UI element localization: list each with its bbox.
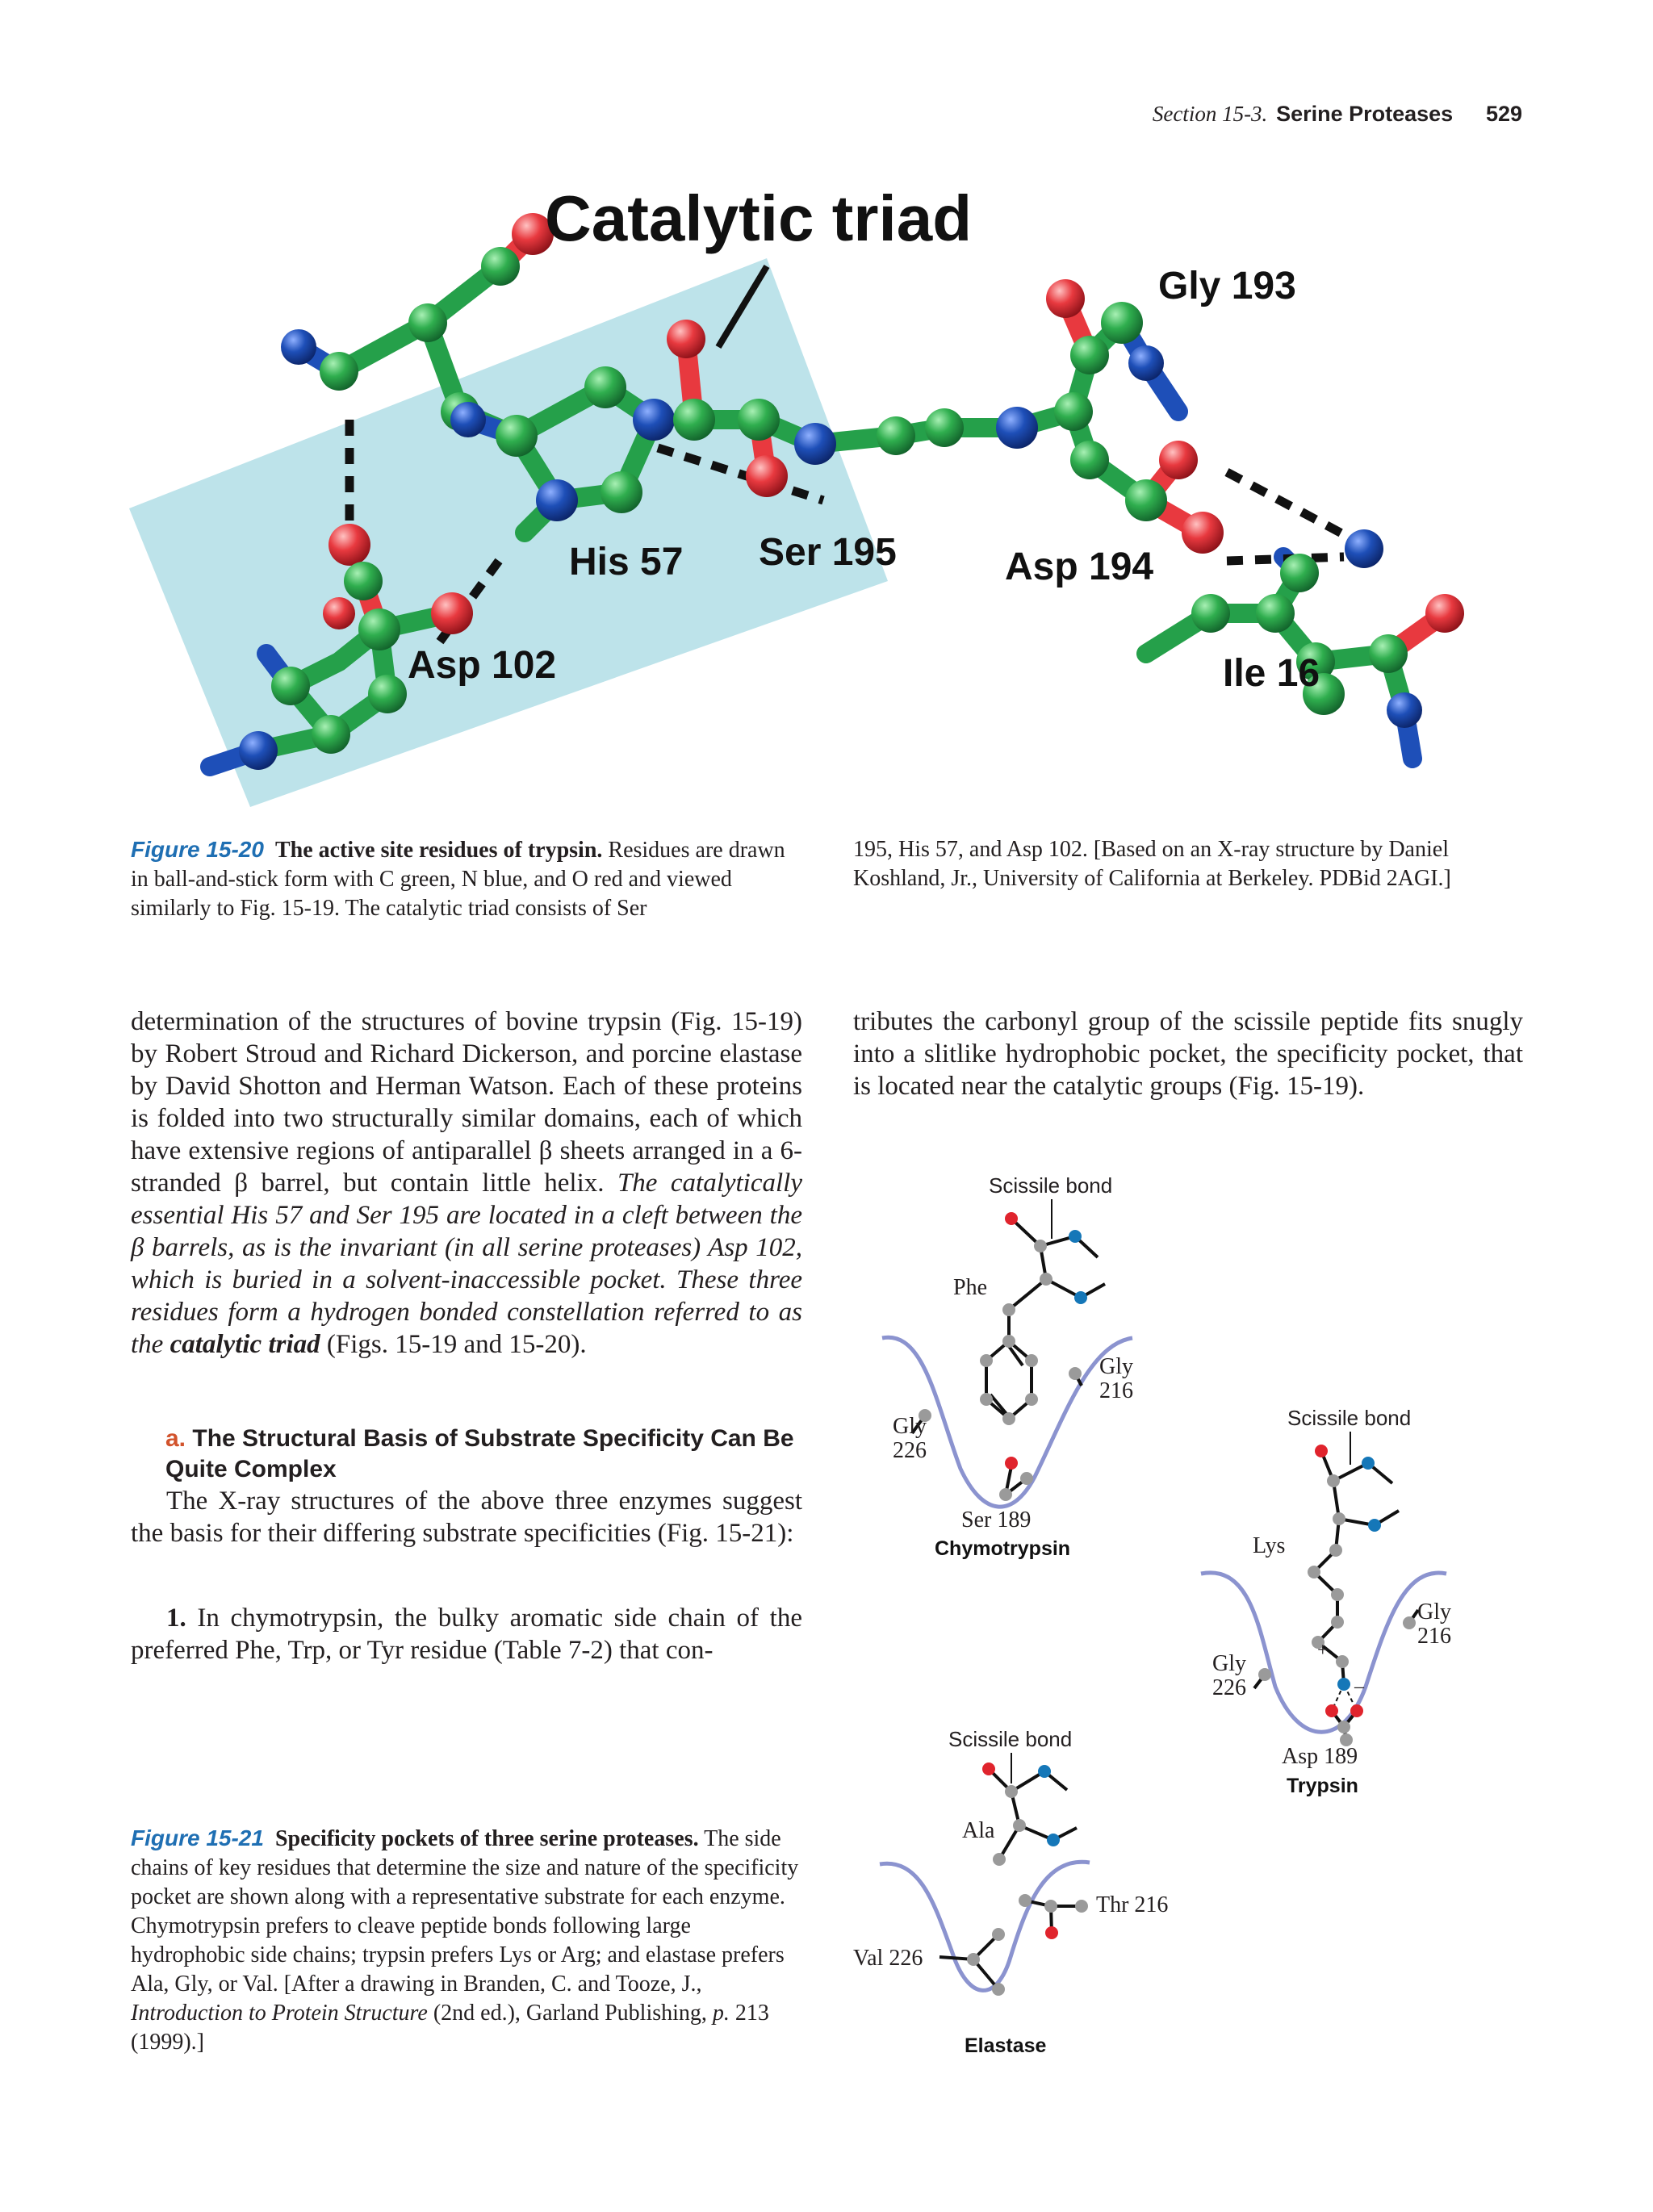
trypsin-pocket-panel [1201, 1406, 1451, 1797]
figure-15-20-caption-col1 [131, 835, 801, 923]
paragraph-text-end: (Figs. 15-19 and 15-20). [320, 1330, 587, 1359]
figure-15-21-caption [131, 1824, 801, 2057]
asp102-label: Asp 102 [408, 644, 557, 687]
figure-15-20-label: Figure 15-20 [131, 837, 264, 862]
caption-tail: 213 (1999).] [131, 2001, 769, 2055]
figure-15-20-caption-continued: 195, His 57, and Asp 102. [Based on an X-ray structure by Daniel Koshland, Jr., University of California at Berkeley. PDBid 2AGI.] [853, 837, 1451, 891]
italic-statement: The catalytically essential His 57 and Ser 195 are located in a cleft between the β barrels, as is the invariant (in all serine proteases) Asp 102, which is buried in a solvent-inaccessible pocket. These three residues form a hydrogen bonded constellation referred to as the [131, 1169, 802, 1359]
chymotrypsin-gly226-num: 226 [893, 1438, 927, 1463]
paragraph-xray-text: The X-ray structures of the above three enzymes suggest the basis for their differing substrate specificities (Fig. 15-21): [131, 1487, 802, 1548]
ile16-label: Ile 16 [1223, 652, 1320, 695]
list-item-1 [131, 1602, 802, 1666]
paragraph-continued: tributes the carbonyl group of the scissile peptide fits snugly into a slitlike hydrophobic pocket, the specificity pocket, that is located near the catalytic groups (Fig. 15-19). [853, 1007, 1523, 1101]
minus-charge: – [1354, 1676, 1364, 1697]
book-title: Introduction to Protein Structure [131, 2001, 428, 2026]
body-column-right [853, 1006, 1523, 1102]
figure-15-20-image [129, 178, 1534, 823]
chymotrypsin-bonds [912, 1219, 1105, 1495]
figure-15-20-caption-col2 [853, 835, 1523, 893]
chymotrypsin-label: Chymotrypsin [935, 1537, 1071, 1560]
ser189-label: Ser 189 [961, 1507, 1032, 1533]
ser195-label: Ser 195 [759, 531, 897, 574]
elastase-label: Elastase [965, 2034, 1047, 2057]
chymotrypsin-gly216-num: 216 [1099, 1378, 1133, 1403]
trypsin-label: Trypsin [1287, 1775, 1358, 1797]
his57-label: His 57 [569, 541, 684, 583]
chymotrypsin-gly216-label: Gly [1099, 1354, 1133, 1379]
elastase-scissile-bond-label: Scissile bond [948, 1727, 1073, 1751]
subheading-letter: a. [165, 1425, 186, 1452]
lys-label: Lys [1253, 1533, 1286, 1558]
trypsin-gly216-label: Gly [1417, 1599, 1451, 1625]
catalytic-triad-term: catalytic triad [169, 1330, 320, 1359]
trypsin-scissile-bond-label: Scissile bond [1287, 1406, 1412, 1430]
thr216-label: Thr 216 [1096, 1892, 1169, 1917]
list-number: 1. [166, 1604, 186, 1633]
page-number: 529 [1485, 102, 1522, 126]
figure-15-21-diagram [839, 1162, 1550, 2066]
asp189-label: Asp 189 [1282, 1744, 1358, 1769]
trypsin-gly226-label: Gly [1212, 1651, 1246, 1676]
list-item-text: In chymotrypsin, the bulky aromatic side chain of the preferred Phe, Trp, or Tyr residue (Table 7-2) that con- [131, 1604, 802, 1665]
trypsin-gly216-num: 216 [1417, 1624, 1451, 1649]
asp194-label: Asp 194 [1005, 546, 1154, 588]
figure-15-21-title: Specificity pockets of three serine proteases. [274, 1826, 699, 1851]
val226-label: Val 226 [853, 1946, 923, 1971]
plus-charge: + [1317, 1640, 1329, 1661]
figure-15-21-label: Figure 15-21 [131, 1825, 264, 1850]
figure-15-21-caption-text: The side chains of key residues that determine the size and nature of the specificity pocket are shown along with a representative substrate for each enzyme. Chymotrypsin prefers to cleave peptide bonds following large hydrophobic side chains; trypsin prefers Lys or Arg; and elastase prefers Ala, Gly, or Val. [After a drawing in Branden, C. and Tooze, J., [131, 1826, 799, 1997]
catalytic-triad-label: Catalytic triad [545, 182, 973, 254]
elastase-atoms [967, 1762, 1088, 1996]
figure-15-20-title: The active site residues of trypsin. [274, 838, 603, 863]
chymotrypsin-gly226-label: Gly [893, 1414, 927, 1439]
page-ref: p. [712, 2001, 730, 2026]
paragraph-structures [131, 1006, 802, 1361]
section-subheading [165, 1424, 803, 1485]
elastase-pocket-panel [853, 1727, 1168, 2057]
running-head-section: Section 15-3. [1152, 102, 1268, 126]
running-head [1153, 102, 1522, 127]
body-column-left [131, 1006, 802, 1361]
figure-15-20-caption-text: Residues are drawn in ball-and-stick form with C green, N blue, and O red and viewed similarly to Fig. 15-19. The catalytic triad consists of Ser [131, 838, 785, 921]
chymotrypsin-pocket-panel [882, 1173, 1133, 1560]
ala-label: Ala [962, 1818, 995, 1843]
running-head-title: Serine Proteases [1276, 102, 1454, 126]
paragraph-text: determination of the structures of bovine trypsin (Fig. 15-19) by Robert Stroud and Richard Dickerson, and porcine elastase by David Shotton and Herman Watson. Each of these proteins is folded into two structurally similar domains, each of which have extensive regions of antiparallel β sheets arranged in a 6-stranded β barrel, but contain little helix. [131, 1007, 802, 1198]
subheading-text: The Structural Basis of Substrate Specificity Can Be Quite Complex [165, 1425, 794, 1482]
trypsin-gly226-num: 226 [1212, 1675, 1246, 1700]
caption-publisher: (2nd ed.), Garland Publishing, [427, 2001, 713, 2026]
chymotrypsin-atoms [919, 1212, 1087, 1501]
chymotrypsin-scissile-bond-label: Scissile bond [989, 1173, 1113, 1198]
paragraph-xray [131, 1485, 802, 1549]
phe-label: Phe [953, 1275, 987, 1300]
gly193-label: Gly 193 [1158, 265, 1296, 307]
